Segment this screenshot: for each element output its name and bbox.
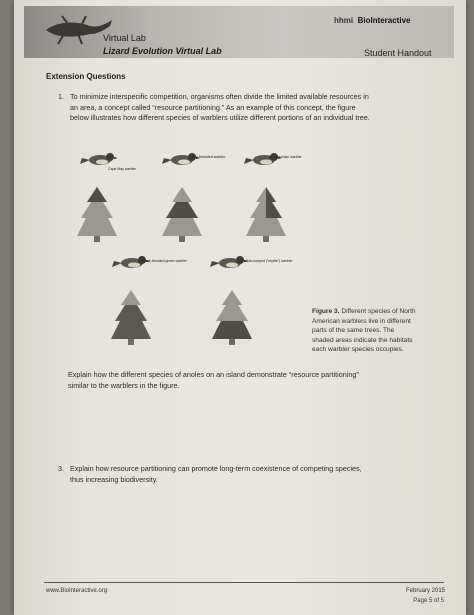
question-prompt: [68, 370, 438, 391]
question-3: [58, 464, 430, 485]
warbler-figure: [14, 0, 466, 360]
footer-date: February 2015: [406, 588, 446, 594]
prompt-line: similar to the warblers in the figure.: [68, 380, 180, 390]
warbler-label: Bay-breasted warbler: [192, 155, 226, 159]
warbler-label: Cape May warbler: [108, 167, 137, 171]
brand-logo: hhmi BioInteractive: [334, 16, 411, 25]
document-page: [14, 0, 466, 615]
warbler-label: Yellow-rumped (“myrtle”) warbler: [242, 259, 293, 263]
handout-label: Student Handout: [364, 48, 432, 58]
question-number: 3.: [58, 464, 64, 473]
question-line: thus increasing biodiversity.: [70, 474, 158, 484]
warbler-label: Black-throated green warbler: [142, 259, 187, 263]
tree-blackburnian: [246, 187, 286, 242]
caption-line: American warblers live in different: [312, 317, 411, 325]
caption-line: parts of the same trees. The: [312, 327, 395, 335]
question-line: To minimize interspecific competition, organisms often divide the limited available resources in: [70, 92, 369, 101]
section-title: Extension Questions: [46, 72, 126, 81]
tree-black-throated-green: [111, 290, 151, 345]
tree-bay-breasted: [162, 187, 202, 242]
footer-page-number: Page 5 of 5: [413, 598, 444, 604]
lab-title: Virtual Lab: [103, 33, 146, 43]
footer-divider: [44, 582, 444, 583]
caption-label: Figure 3.: [312, 308, 340, 315]
caption-line: Different species of North: [341, 308, 416, 315]
bird-cape-may: [80, 153, 118, 165]
tree-cape-may: [77, 187, 117, 242]
question-line: Explain how resource partitioning can promote long-term coexistence of competing species,: [70, 464, 362, 473]
warbler-label: Blackburnian warbler: [269, 155, 302, 159]
question-number: 1.: [58, 92, 64, 101]
footer-url: www.BioInteractive.org: [46, 588, 108, 594]
lab-subtitle: Lizard Evolution Virtual Lab: [103, 46, 222, 56]
figure-caption: [312, 307, 442, 355]
question-line: below illustrates how different species of warblers utilize different portions of an individual tree.: [70, 113, 370, 122]
prompt-line: Explain how the different species of anoles on an island demonstrate “resource partitioning”: [68, 370, 359, 379]
caption-line: each warbler species occupies.: [312, 346, 404, 354]
question-line: an area, a concept called “resource partitioning.” As an example of this concept, the figure: [70, 102, 356, 112]
caption-line: shaded areas indicate the habitats: [312, 336, 413, 344]
tree-yellow-rumped: [212, 290, 252, 345]
